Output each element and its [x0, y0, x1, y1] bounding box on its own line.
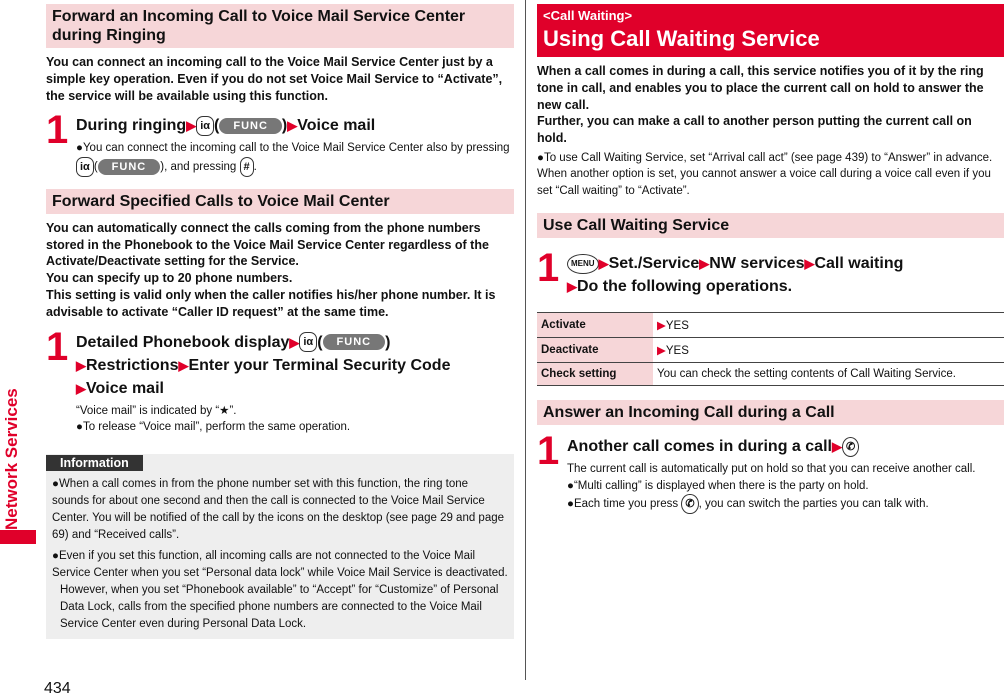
- step-text-d: Voice mail: [86, 379, 164, 397]
- arrow-icon: ▶: [76, 357, 86, 373]
- step-note: [567, 461, 1004, 514]
- step-text-a: During ringing: [76, 117, 187, 135]
- arrow-icon: ▶: [598, 256, 609, 272]
- step-instruction: [567, 252, 1004, 298]
- note-text: , you can switch the parties you can talk with.: [698, 498, 929, 511]
- row-value-text: YES: [665, 320, 689, 333]
- note-text: , and pressing: [164, 160, 237, 173]
- step-text-b: NW services: [709, 255, 805, 273]
- operations-table: [537, 312, 1004, 386]
- intro-text: You can automatically connect the calls coming from the phone numbers stored in the Phonebook to the Voice Mail Service Center regardless of the Activate/Deactivate setting for the Service.: [46, 220, 489, 269]
- step-number: 1: [537, 429, 560, 474]
- section-intro: [46, 220, 514, 321]
- section-intro: [46, 54, 514, 104]
- arrow-icon: ▶: [289, 334, 300, 350]
- hash-key-icon: #: [240, 157, 254, 177]
- row-value: [653, 338, 1004, 363]
- info-text: ●When a call comes in from the phone number set with this function, the ring tone sounds for about one second and then the call is connected to the Voice Mail Service Center. You will be notified of the call by the icons on the desktop (see page 29 and page 69) and “Received calls”.: [52, 477, 505, 541]
- info-text: However, when you set “Phonebook available” to “Accept” for “Customize” of Personal Data Lock, calls from the specified phone numbers are connected to the Voice Mail Service Center even during Personal Data Lock.: [60, 583, 499, 630]
- row-value-text: YES: [665, 345, 689, 358]
- step-text-d: Do the following operations.: [577, 278, 793, 296]
- intro-text: You can specify up to 20 phone numbers.: [46, 271, 293, 286]
- i-alpha-key-icon: iα: [76, 157, 94, 177]
- header-tag: <Call Waiting>: [543, 8, 633, 23]
- step-1: [46, 324, 514, 436]
- intro-text: When a call comes in during a call, this service notifies you of it by the ring tone in call, and enables you to place the current call on hold to answer the new call.: [537, 64, 984, 112]
- arrow-icon: ▶: [804, 256, 815, 272]
- row-value: [653, 313, 1004, 338]
- header-title: Using Call Waiting Service: [543, 26, 820, 51]
- i-alpha-key-icon: iα: [196, 116, 214, 136]
- arrow-icon: ▶: [76, 380, 86, 396]
- step-text-c: Call waiting: [814, 255, 904, 273]
- row-key: Deactivate: [537, 338, 653, 363]
- arrow-icon: ▶: [186, 118, 197, 134]
- step-text-a: Detailed Phonebook display: [76, 333, 290, 351]
- arrow-icon: ▶: [567, 279, 577, 295]
- i-alpha-key-icon: iα: [299, 332, 317, 352]
- step-text-b: Voice mail: [297, 117, 376, 135]
- arrow-icon: ▶: [657, 320, 666, 333]
- right-column: [537, 4, 1004, 514]
- step-number: 1: [46, 108, 69, 153]
- step-instruction: During ringing▶ iα ( FUNC )▶Voice mail: [76, 117, 376, 135]
- intro-text: You can connect an incoming call to the Voice Mail Service Center just by a simple key operation. Even if you do not set Voice Mail Service to “Activate”, the service will be available using this function.: [46, 55, 503, 103]
- step-text-b: Restrictions: [86, 356, 179, 374]
- note-text: ●You can connect the incoming call to the Voice Mail Service Center also by pressing: [76, 142, 510, 155]
- step-number: 1: [537, 246, 560, 291]
- arrow-icon: ▶: [287, 118, 298, 134]
- section-heading-forward-specified: Forward Specified Calls to Voice Mail Center: [46, 189, 514, 214]
- arrow-icon: ▶: [831, 439, 842, 455]
- note-text: ●“Multi calling” is displayed when there is the party on hold.: [567, 479, 869, 492]
- section-heading-forward-ringing: Forward an Incoming Call to Voice Mail Service Center during Ringing: [46, 4, 514, 48]
- func-key-icon: FUNC: [323, 334, 386, 350]
- step-1: [537, 246, 1004, 298]
- intro-text: Further, you can make a call to another person putting the current call on hold.: [537, 114, 972, 146]
- note-text: ●Each time you press: [567, 498, 679, 511]
- side-tab-bar: [0, 530, 36, 544]
- info-text: ●Even if you set this function, all incoming calls are not connected to the Voice Mail Service Center when you set “Personal data lock” while Voice Mail Service is deactivated.: [52, 549, 508, 579]
- func-key-icon: FUNC: [98, 159, 161, 175]
- note-text: “Voice mail” is indicated by “★”.: [76, 404, 237, 417]
- arrow-icon: ▶: [699, 256, 710, 272]
- row-key: Check setting: [537, 363, 653, 386]
- information-box: [46, 454, 514, 639]
- step-note: ●You can connect the incoming call to the Voice Mail Service Center also by pressing iα ( FUNC ), and pressing # .: [76, 140, 514, 177]
- chapter-header: [537, 4, 1004, 57]
- call-key-icon: ✆: [842, 437, 859, 457]
- call-key-icon: ✆: [681, 494, 698, 514]
- column-divider: [525, 0, 526, 680]
- note-text: .: [253, 160, 257, 173]
- side-tab-label: Network Services: [2, 388, 21, 530]
- section-heading-answer-call: Answer an Incoming Call during a Call: [537, 400, 1004, 425]
- func-key-icon: FUNC: [219, 118, 282, 134]
- section-intro: [537, 63, 1004, 147]
- step-text-a: Another call comes in during a call: [567, 438, 832, 456]
- step-text-c: Enter your Terminal Security Code: [188, 356, 451, 374]
- table-row: [537, 363, 1004, 386]
- arrow-icon: ▶: [657, 345, 666, 358]
- row-value: You can check the setting contents of Call Waiting Service.: [653, 363, 1004, 386]
- arrow-icon: ▶: [178, 357, 189, 373]
- intro-note: [537, 150, 1004, 200]
- row-key: Activate: [537, 313, 653, 338]
- step-1: [46, 108, 514, 177]
- step-1: [537, 429, 1004, 514]
- table-row: [537, 313, 1004, 338]
- step-number: 1: [46, 324, 69, 369]
- page-number: 434: [44, 680, 71, 697]
- table-row: [537, 338, 1004, 363]
- menu-key-icon: MENU: [567, 254, 599, 274]
- information-label: Information: [46, 455, 143, 471]
- step-text-a: Set./Service: [608, 255, 700, 273]
- left-column: [46, 4, 514, 639]
- note-text: The current call is automatically put on hold so that you can receive another call.: [567, 463, 976, 476]
- section-heading-use-call-waiting: Use Call Waiting Service: [537, 213, 1004, 238]
- step-note: [76, 403, 514, 436]
- note-text: ●To use Call Waiting Service, set “Arrival call act” (see page 439) to “Answer” in advance. When another option is set, you cannot answer a voice call during a voice call even if you set “Call waiting” to “Activate”.: [537, 151, 993, 197]
- intro-text: This setting is valid only when the caller notifies his/her phone number. It is advisable to activate “Caller ID request” at the same time.: [46, 288, 496, 319]
- step-instruction: Detailed Phonebook display▶ iα ( FUNC ) ▶Restrictions▶Enter your Terminal Security Code ▶Voice mail: [76, 333, 451, 397]
- step-instruction: [567, 435, 1004, 458]
- note-text: ●To release “Voice mail”, perform the same operation.: [76, 421, 351, 434]
